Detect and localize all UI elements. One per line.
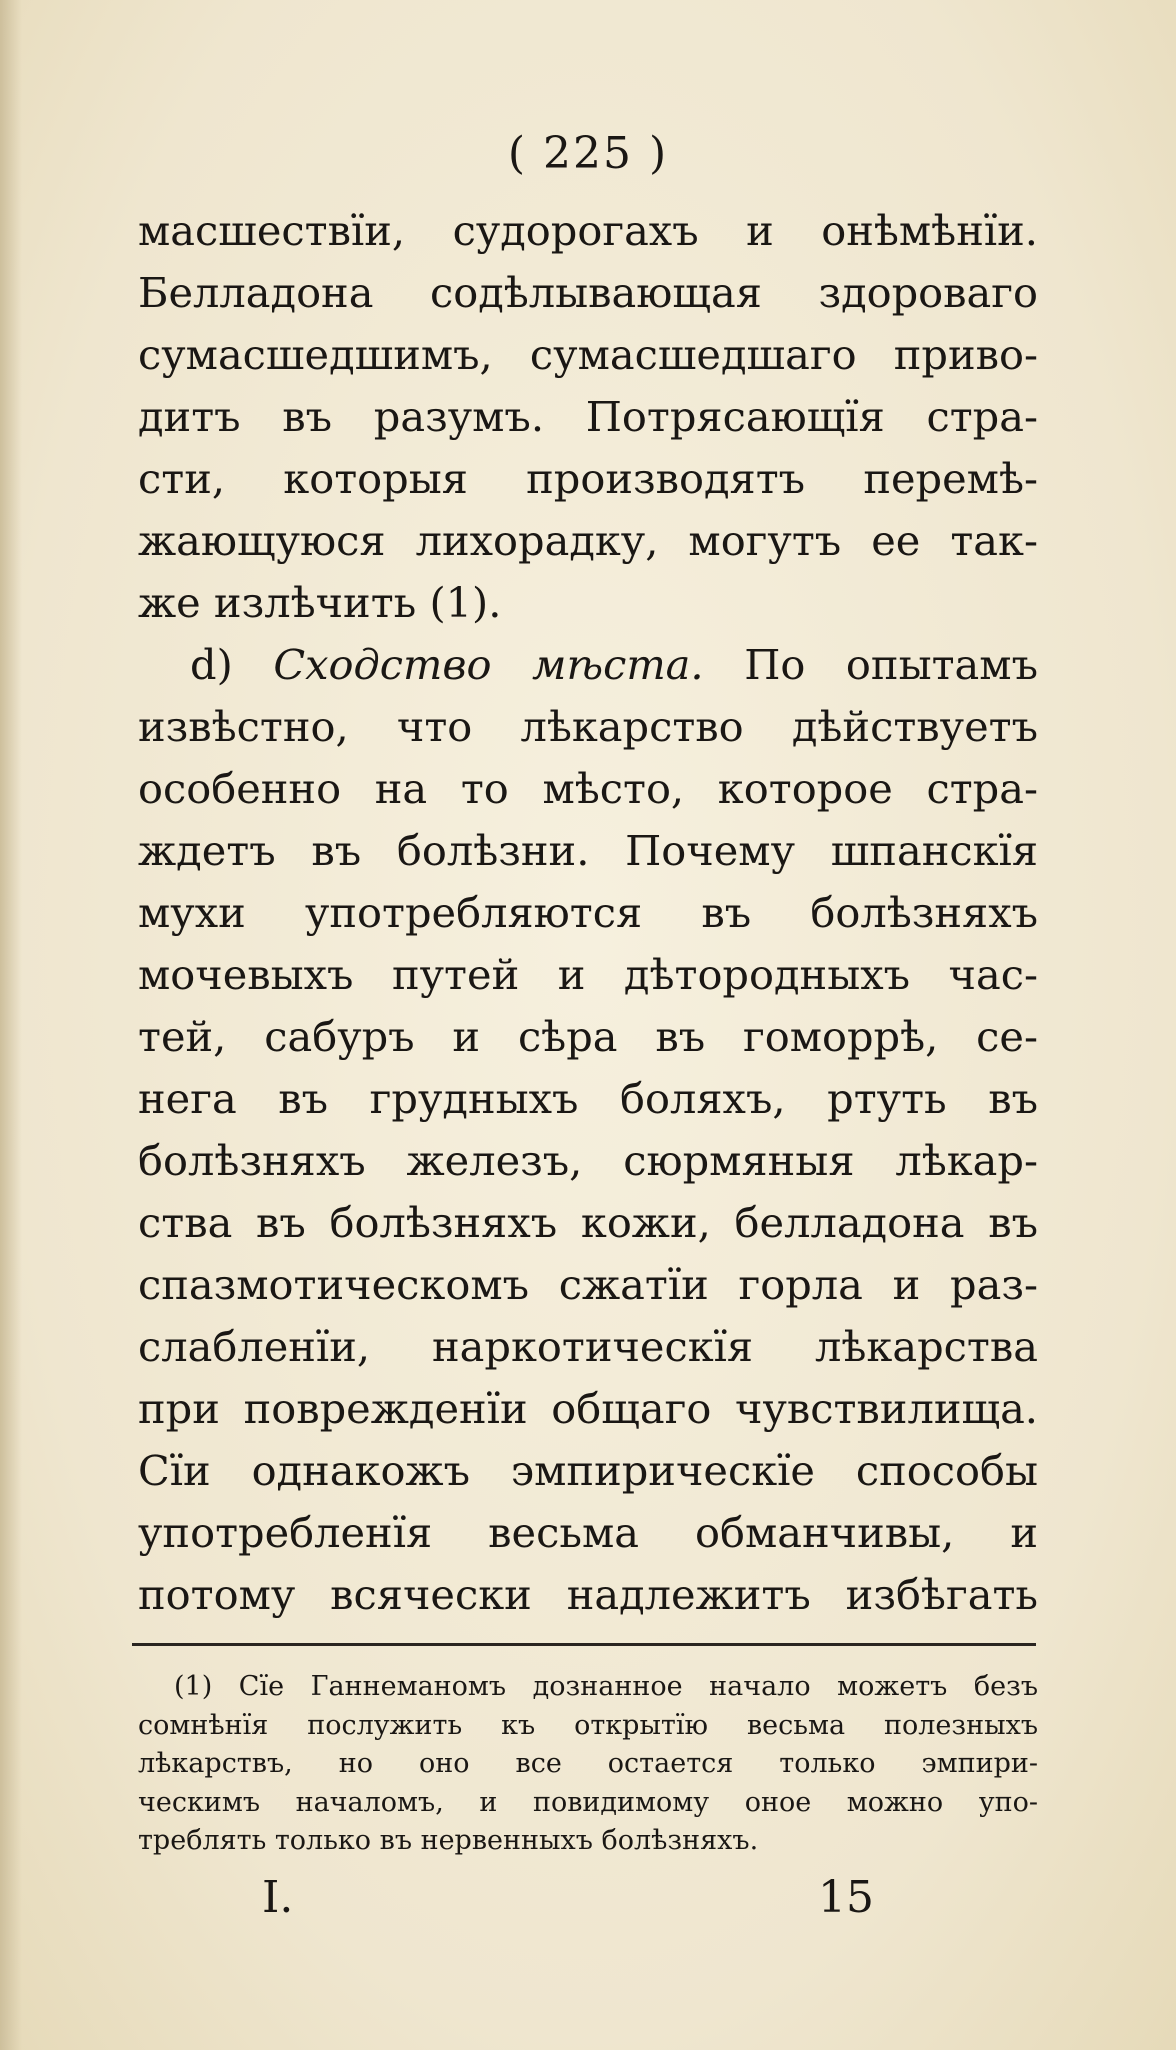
- text-line: при поврежденїи общаго чувствилища.: [138, 1384, 1038, 1433]
- section-title: Сходство мѣста.: [273, 640, 704, 689]
- text-line: дитъ въ разумъ. Потрясающїя стра-: [138, 392, 1038, 441]
- signature-mark: I.: [262, 1872, 294, 1923]
- text-line: ства въ болѣзняхъ кожи, белладона въ: [138, 1198, 1038, 1247]
- page-number: ( 225 ): [507, 128, 669, 179]
- text-line: употребленїя весьма обманчивы, и: [138, 1508, 1038, 1557]
- footnote-line: лѣкарствъ, но оно все остается только эмпири-: [138, 1748, 1038, 1779]
- footnote-divider: [132, 1643, 1036, 1646]
- text-line: ждетъ въ болѣзни. Почему шпанскїя: [138, 826, 1038, 875]
- footnote-line: ческимъ началомъ, и повидимому оное можно упо-: [138, 1786, 1038, 1818]
- text-line: сти, которыя производятъ перемѣ-: [138, 454, 1038, 503]
- text-line: масшествїи, судорогахъ и онѣмѣнїи.: [138, 206, 1038, 255]
- text-line: мочевыхъ путей и дѣтородныхъ час-: [138, 950, 1038, 999]
- page-edge-shadow: [0, 0, 22, 2050]
- text-line: болѣзняхъ железъ, сюрмяныя лѣкар-: [138, 1136, 1038, 1185]
- text-line: потому всячески надлежитъ избѣгать: [138, 1570, 1038, 1619]
- footnote-line: (1) Сїе Ганнеманомъ дознанное начало можетъ безъ: [174, 1671, 1038, 1702]
- footnote-line: треблять только въ нервенныхъ болѣзняхъ.: [138, 1825, 759, 1856]
- section-marker: d): [190, 640, 233, 689]
- text-line: тей, сабуръ и сѣра въ гоморрѣ, се-: [138, 1012, 1038, 1061]
- footnote-line: сомнѣнїя послужить къ открытїю весьма полезныхъ: [138, 1709, 1038, 1741]
- main-text-block: [138, 200, 1038, 1626]
- text-line: мухи употребляются въ болѣзняхъ: [138, 888, 1038, 937]
- gathering-number: 15: [818, 1872, 874, 1923]
- footnote-block: [138, 1668, 1038, 1861]
- section-heading-line: [138, 634, 1038, 696]
- text-line: же излѣчить (1).: [138, 578, 502, 627]
- text-line: сумасшедшимъ, сумасшедшаго приво-: [138, 330, 1038, 379]
- text-line: особенно на то мѣсто, которое стра-: [138, 764, 1038, 813]
- text-line: извѣстно, что лѣкарство дѣйствуетъ: [138, 702, 1038, 751]
- text-line: Белладона содѣлывающая здороваго: [138, 268, 1038, 317]
- text-line: слабленїи, наркотическїя лѣкарства: [138, 1322, 1038, 1371]
- text-line: жающуюся лихорадку, могутъ ее так-: [138, 516, 1038, 565]
- text-line: Сїи однакожъ эмпирическїе способы: [138, 1446, 1038, 1495]
- text-line: спазмотическомъ сжатїи горла и раз-: [138, 1260, 1038, 1309]
- section-rest: По опытамъ: [744, 640, 1038, 689]
- text-line: нега въ грудныхъ боляхъ, ртуть въ: [138, 1074, 1038, 1123]
